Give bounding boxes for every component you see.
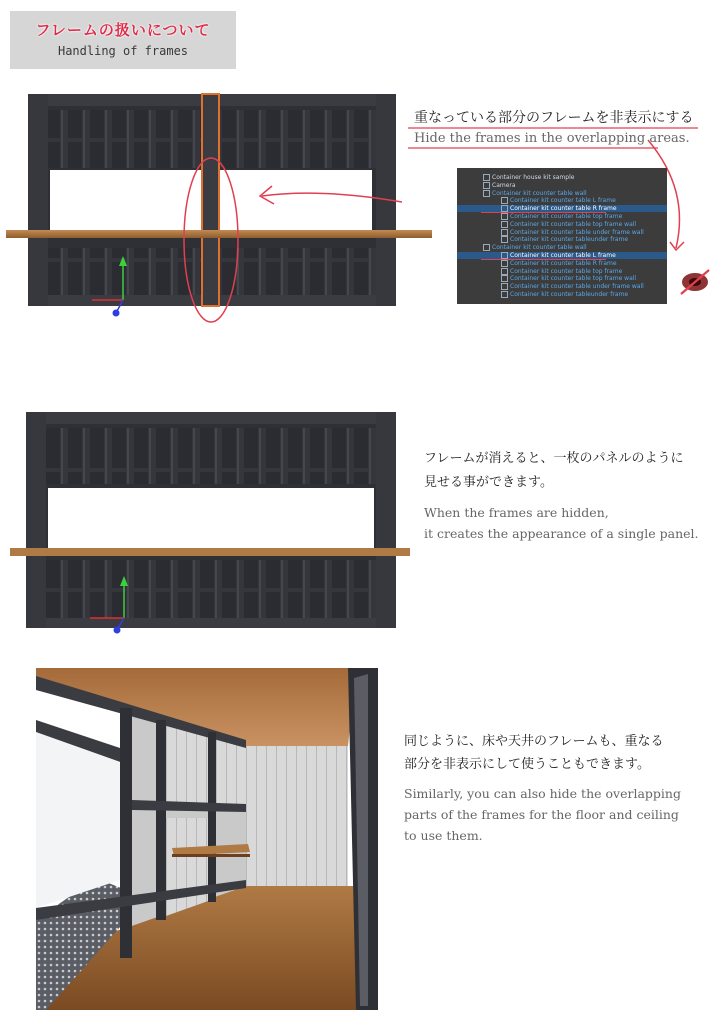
gameobject-icon [501, 252, 508, 259]
gameobject-icon [501, 229, 508, 236]
hierarchy-row-label: Camera [492, 181, 516, 189]
gameobject-icon [501, 275, 508, 282]
hierarchy-row[interactable] [457, 275, 667, 282]
hierarchy-row-label: Container kit counter table top frame wall [510, 220, 637, 228]
hierarchy-row-label: Container kit counter table R frame [510, 205, 617, 213]
gameobject-icon [501, 205, 508, 212]
gameobject-icon [501, 283, 508, 290]
gameobject-icon [483, 182, 490, 189]
page-subtitle: Handling of frames [57, 44, 189, 58]
section2-illustration [0, 410, 420, 635]
hierarchy-row[interactable] [457, 174, 667, 181]
gameobject-icon [501, 213, 508, 220]
gameobject-icon [501, 268, 508, 275]
gameobject-icon [483, 190, 490, 197]
gameobject-icon [501, 236, 508, 243]
hierarchy-row[interactable] [457, 283, 667, 290]
hierarchy-row[interactable] [457, 221, 667, 228]
hierarchy-row[interactable] [457, 197, 667, 204]
section3-interior-render [36, 668, 378, 1010]
hierarchy-row-label: Container kit counter table L frame [510, 197, 616, 205]
hierarchy-row-label: Container kit counter table under frame wall [510, 283, 644, 291]
hidden-eye-icon [681, 270, 709, 294]
hierarchy-panel[interactable] [457, 168, 667, 304]
hierarchy-row[interactable] [457, 236, 667, 243]
counter-shelf [6, 230, 432, 238]
hierarchy-row[interactable] [457, 260, 667, 267]
hierarchy-row[interactable] [457, 291, 667, 298]
hierarchy-row-label: Container kit counter table wall [492, 189, 587, 197]
gameobject-icon [501, 260, 508, 267]
hierarchy-row[interactable] [457, 252, 667, 259]
section1-heading-en: Hide the frames in the overlapping areas. [414, 131, 690, 146]
section3-text-jp: 同じように、床や天井のフレームも、重なる 部分を非表示にして使うこともできます。 [404, 734, 664, 772]
hierarchy-row-label: Container kit counter table top frame [510, 267, 623, 275]
section2-text-jp: フレームが消えると、一枚のパネルのように 見せる事ができます。 [424, 451, 684, 490]
counter-shelf-2 [10, 548, 410, 556]
title-box [10, 11, 236, 69]
hierarchy-row-label: Container kit counter table top frame wall [510, 275, 637, 283]
gameobject-icon [501, 291, 508, 298]
gameobject-icon [501, 197, 508, 204]
hierarchy-row-label: Container kit counter table top frame [510, 213, 623, 220]
page-title: フレームの扱いについて [35, 21, 211, 39]
hierarchy-row-label: Container kit counter table R frame [510, 259, 617, 267]
hierarchy-row[interactable] [457, 268, 667, 275]
hierarchy-row[interactable] [457, 229, 667, 236]
section1-heading-jp: 重なっている部分のフレームを非表示にする [414, 110, 694, 126]
hierarchy-row-label: Container kit counter table under frame wall [510, 228, 644, 236]
hierarchy-row-label: Container kit counter tableunder frame [510, 236, 629, 244]
hierarchy-row[interactable] [457, 190, 667, 197]
gameobject-icon [483, 244, 490, 251]
hierarchy-row[interactable] [457, 244, 667, 251]
hierarchy-row[interactable] [457, 182, 667, 189]
hierarchy-row[interactable] [457, 205, 667, 212]
gameobject-icon [483, 174, 490, 181]
section2-text-en: When the frames are hidden, it creates the appearance of a single panel. [424, 505, 699, 541]
overlapping-frame [202, 94, 219, 306]
hierarchy-row[interactable] [457, 213, 667, 220]
hierarchy-row-label: Container kit counter table L frame [510, 252, 616, 259]
hierarchy-row-label: Container kit counter tableunder frame [510, 291, 629, 298]
hierarchy-row-label: Container kit counter table wall [492, 244, 587, 252]
section3-text-en: Similarly, you can also hide the overlapping parts of the frames for the floor and ceiling to use them. [404, 786, 681, 843]
hierarchy-row-label: Container house kit sample [492, 174, 575, 181]
gameobject-icon [501, 221, 508, 228]
